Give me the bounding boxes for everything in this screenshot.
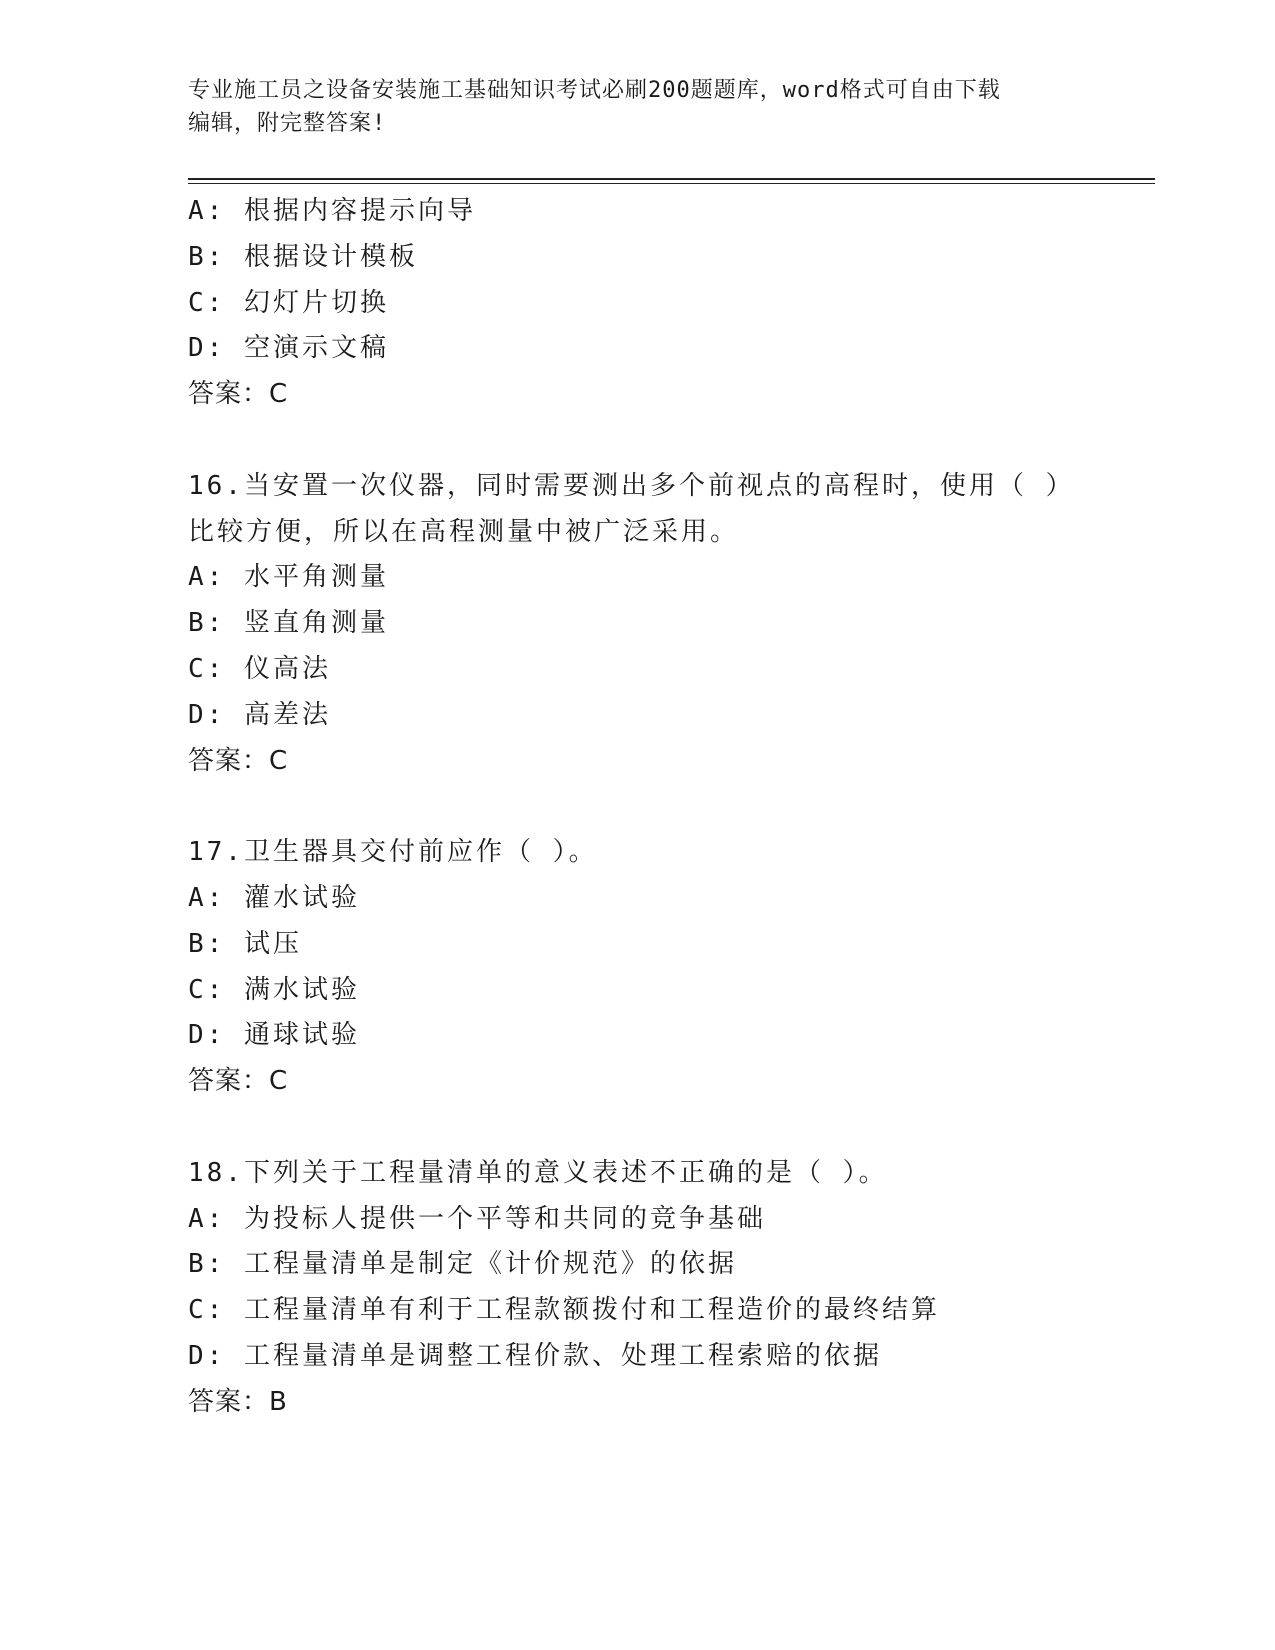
answer-line: 答案：C xyxy=(188,745,289,776)
spacer xyxy=(188,784,1088,830)
option-c: C: 幻灯片切换 xyxy=(188,287,389,318)
question-stem: 17.卫生器具交付前应作（ ）。 xyxy=(188,837,598,868)
option-d: D: 空演示文稿 xyxy=(188,333,389,364)
question-stem-continued: 比较方便，所以在高程测量中被广泛采用。 xyxy=(188,516,740,547)
option-b: B: 竖直角测量 xyxy=(188,608,389,639)
option-d: D: 通球试验 xyxy=(188,1020,360,1051)
question-stem: 16.当安置一次仪器，同时需要测出多个前视点的高程时，使用（ ） xyxy=(188,470,1075,501)
spacer xyxy=(188,418,1088,464)
option-b: B: 工程量清单是制定《计价规范》的依据 xyxy=(188,1249,737,1280)
option-a: A: 根据内容提示向导 xyxy=(188,196,476,226)
answer-line: 答案：C xyxy=(188,1066,289,1097)
spacer xyxy=(188,1105,1088,1151)
page-header xyxy=(188,74,1068,140)
header-line-1: 专业施工员之设备安装施工基础知识考试必刷200题题库，word格式可自由下载 xyxy=(188,78,1001,103)
question-block-18 xyxy=(188,1151,1088,1426)
option-b: B: 根据设计模板 xyxy=(188,241,418,272)
answer-line: 答案：C xyxy=(188,379,289,410)
option-c: C: 满水试验 xyxy=(188,974,360,1005)
header-divider-thin xyxy=(188,183,1155,184)
header-line-2: 编辑，附完整答案! xyxy=(188,111,387,136)
question-stem: 18.下列关于工程量清单的意义表述不正确的是（ ）。 xyxy=(188,1157,888,1188)
option-c: C: 工程量清单有利于工程款额拨付和工程造价的最终结算 xyxy=(188,1295,940,1326)
option-b: B: 试压 xyxy=(188,928,302,959)
answer-line: 答案：B xyxy=(188,1386,288,1417)
option-c: C: 仪高法 xyxy=(188,653,331,684)
question-block-15 xyxy=(188,189,1088,418)
question-block-17 xyxy=(188,830,1088,1105)
option-d: D: 高差法 xyxy=(188,699,331,730)
question-list xyxy=(188,189,1088,1426)
question-block-16 xyxy=(188,464,1088,785)
option-a: A: 水平角测量 xyxy=(188,562,389,593)
option-a: A: 为投标人提供一个平等和共同的竞争基础 xyxy=(188,1203,766,1234)
option-d: D: 工程量清单是调整工程价款、处理工程索赔的依据 xyxy=(188,1340,882,1371)
header-divider-thick xyxy=(188,178,1155,180)
option-a: A: 灌水试验 xyxy=(188,882,360,913)
